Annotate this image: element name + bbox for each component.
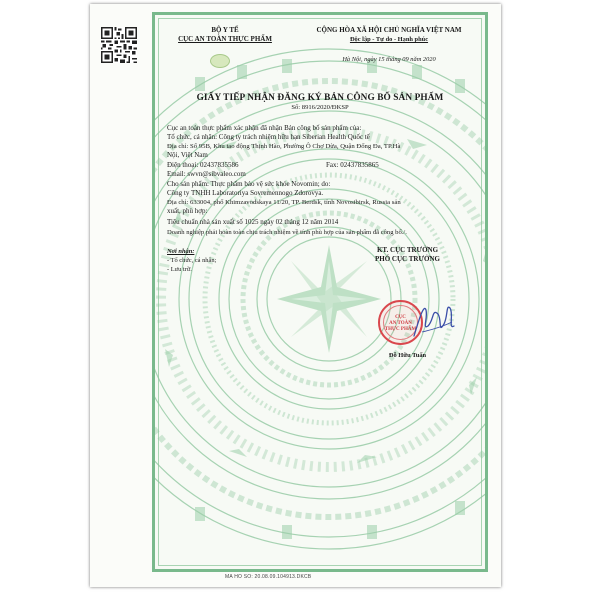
phone-number: Điện thoại: 02437835586 xyxy=(167,161,239,169)
qr-code xyxy=(101,27,137,63)
product-line: Cho sản phẩm: Thực phẩm bảo vệ sức khỏe Novomin; do: xyxy=(167,180,331,188)
manufacturer-address-2: xuất, phù hợp: xyxy=(167,207,208,215)
ministry-name: BỘ Y TẾ xyxy=(211,26,239,34)
recipient-item: - Tổ chức, cá nhân; xyxy=(167,257,217,264)
recipient-item: - Lưu trữ. xyxy=(167,266,192,273)
standard-line: Tiêu chuẩn nhà sản xuất số 1025 ngày 02 tháng 12 năm 2014 xyxy=(167,218,339,226)
ministry-emblem-icon xyxy=(210,54,230,68)
country-name: CỘNG HÒA XÃ HỘI CHỦ NGHĨA VIỆT NAM xyxy=(316,26,462,34)
place-date: Hà Nội, ngày 15 tháng 09 năm 2020 xyxy=(342,56,436,63)
signer-role-1: KT. CỤC TRƯỞNG xyxy=(376,246,439,254)
organization-line: Tổ chức, cá nhân: Công ty trách nhiệm hữu hạn Siberian Health Quốc tế xyxy=(167,133,370,141)
signer-role-2: PHÓ CỤC TRƯỞNG xyxy=(375,255,440,263)
department-name: CỤC AN TOÀN THỰC PHẨM xyxy=(178,35,272,43)
official-stamp: CỤC AN TOÀN THỰC PHẨM xyxy=(378,300,423,345)
document-number: Số: 8916/2020/ĐKSP xyxy=(291,104,349,111)
address-line-2: Nội, Việt Nam xyxy=(167,151,208,159)
national-motto: Độc lập - Tự do - Hạnh phúc xyxy=(349,36,429,43)
responsibility-line: Doanh nghiệp phải hoàn toàn chịu trách nhiệm về tính phù hợp của sản phẩm đã công bố./. xyxy=(167,229,407,236)
recipients-label: Nơi nhận: xyxy=(167,248,195,255)
email-address: Email: swvn@sibvaleo.com xyxy=(167,170,246,178)
manufacturer-name: Công ty TNHH Laboratoriya Sovremennogo Zdorovya. xyxy=(167,189,324,197)
handwritten-signature xyxy=(410,296,458,346)
fax-number: Fax: 02437835865 xyxy=(326,161,379,169)
document-title: GIẤY TIẾP NHẬN ĐĂNG KÝ BẢN CÔNG BỐ SẢN PHẨM xyxy=(196,93,444,103)
manufacturer-address-1: Địa chỉ: 633004, phố Khimzavodskaya 11/20, TP. Berdsk, tỉnh Novosibirsk, Russia sản xyxy=(167,199,401,206)
intro-text: Cục an toàn thực phẩm xác nhận đã nhận Bản công bố sản phẩm của: xyxy=(167,124,362,132)
signer-name: Đỗ Hữu Tuấn xyxy=(388,352,427,359)
address-line-1: Địa chỉ: Số 95B, Khu tao động Thịnh Hào, Phường Ô Chợ Dừa, Quận Đống Đa, TP.Hà xyxy=(167,143,401,150)
dossier-code: MA HO SO: 20.08.09.104913.DKCB xyxy=(225,574,312,580)
